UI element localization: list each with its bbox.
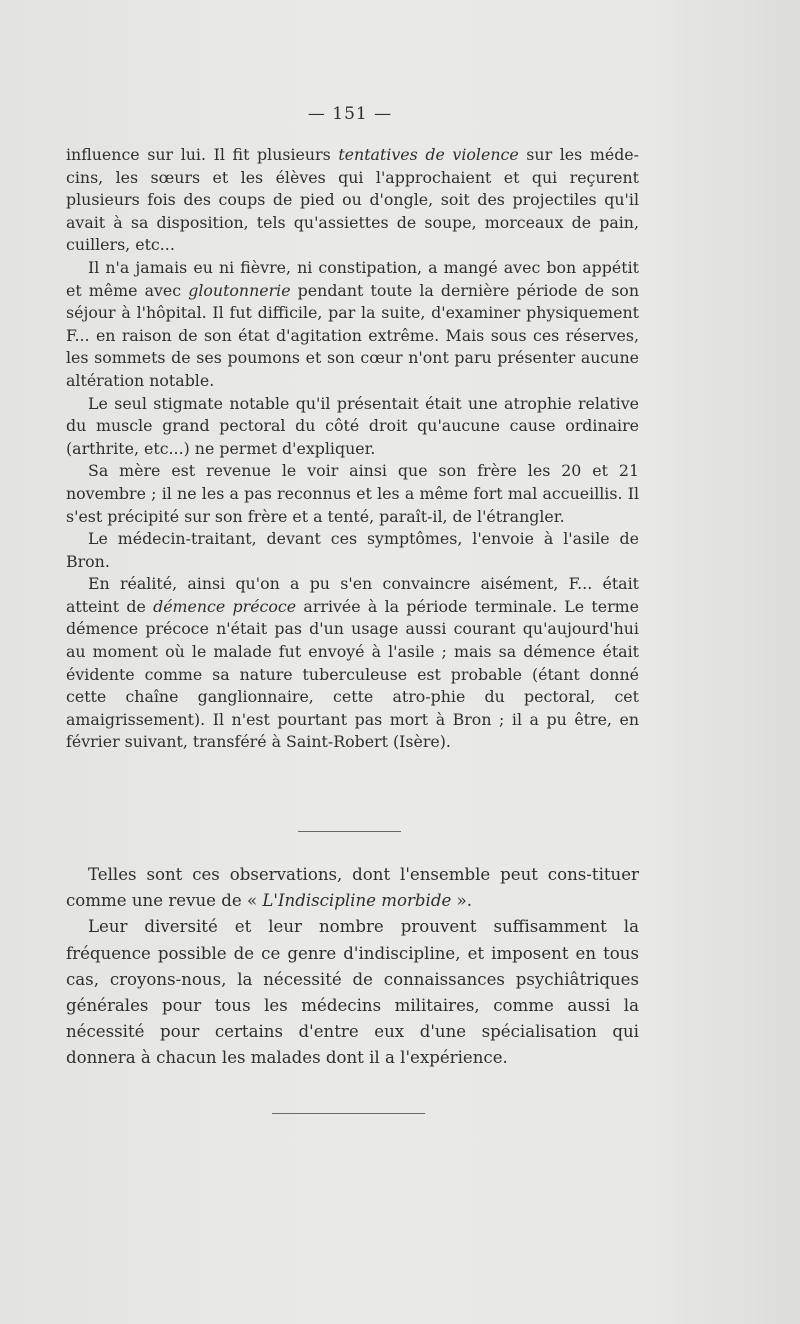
paragraph-4: Sa mère est revenue le voir ainsi que son frère les 20 et 21 novembre ; il ne les a pas reconnus et les a même fort mal accueillis. Il s'est précipité sur son frère et a tenté, paraît-il, de l'étrangler.	[66, 461, 639, 526]
paragraph-3: Le seul stigmate notable qu'il présentait était une atrophie relative du muscle grand pectoral du côté droit qu'aucune cause ordinaire (arthrite, etc...) ne permet d'expliquer.	[66, 393, 639, 458]
paragraph-1-part-a: influence sur lui. Il fit plusieurs	[66, 145, 339, 164]
page-number: — 151 —	[307, 104, 393, 124]
conclusion-text	[66, 862, 639, 1072]
paragraph-1	[66, 144, 639, 257]
paragraph-1-part-b: sur les méde-cins, les sœurs et les élèves qui l'approchaient et qui reçurent plusieurs fois des coups de pied ou d'ongle, soit des projectiles qu'il avait à sa disposition, tels qu'assiettes de soupe, morceaux de pain, cuillers, etc...	[66, 145, 639, 255]
paragraph-2-part-b: pendant toute la dernière période de son séjour à l'hôpital. Il fut difficile, par la suite, d'examiner physiquement F... en raison de son état d'agitation extrême. Mais sous ces réserves, les sommets de ses poumons et son cœur n'ont paru présenter aucune altération notable.	[66, 280, 639, 390]
paragraph-6	[66, 573, 639, 754]
section-divider	[298, 831, 401, 832]
end-divider	[272, 1113, 425, 1114]
paragraph-6-part-a: En réalité, ainsi qu'on a pu s'en convaincre aisément, F... était atteint de	[66, 574, 639, 616]
paragraph-2-part-a: Il n'a jamais eu ni fièvre, ni constipation, a mangé avec bon appétit et même avec	[66, 257, 639, 300]
paragraph-2	[66, 257, 639, 393]
paragraph-6-part-b: arrivée à la période terminale. Le terme démence précoce n'était pas d'un usage aussi courant qu'aujourd'hui au moment où le malade fut envoyé à l'asile ; mais sa démence était évidente comme sa nature tuberculeuse est probable (étant donné cette chaîne ganglionnaire, cette atro-phie du pectoral, cet amaigrissement). Il n'est pourtant pas mort à Bron ; il a pu être, en février suivant, transféré à Saint-Robert (Isère).	[66, 596, 640, 752]
paragraph-6-italic: démence précoce	[153, 596, 297, 616]
conclusion-paragraph-2: Leur diversité et leur nombre prouvent suffisamment la fréquence possible de ce genre d'indiscipline, et imposent en tous cas, croyons-nous, la nécessité de connaissances psychiâtriques générales pour tous les médecins militaires, comme aussi la nécessité pour certains d'entre eux d'une spécialisation qui donnera à chacun les malades dont il a l'expérience.	[66, 917, 639, 1068]
paragraph-5: Le médecin-traitant, devant ces symptômes, l'envoie à l'asile de Bron.	[66, 529, 639, 571]
conclusion-paragraph-1	[66, 862, 639, 914]
conclusion-paragraph-1-part-b: ».	[451, 891, 472, 911]
conclusion-paragraph-1-part-a: Telles sont ces observations, dont l'ensemble peut cons-tituer comme une revue de «	[66, 865, 639, 911]
conclusion-paragraph-1-italic: L'Indiscipline morbide	[262, 891, 452, 911]
paragraph-1-italic: tentatives de violence	[338, 145, 519, 164]
observation-text	[66, 144, 639, 754]
paragraph-2-italic: gloutonnerie	[188, 280, 291, 300]
